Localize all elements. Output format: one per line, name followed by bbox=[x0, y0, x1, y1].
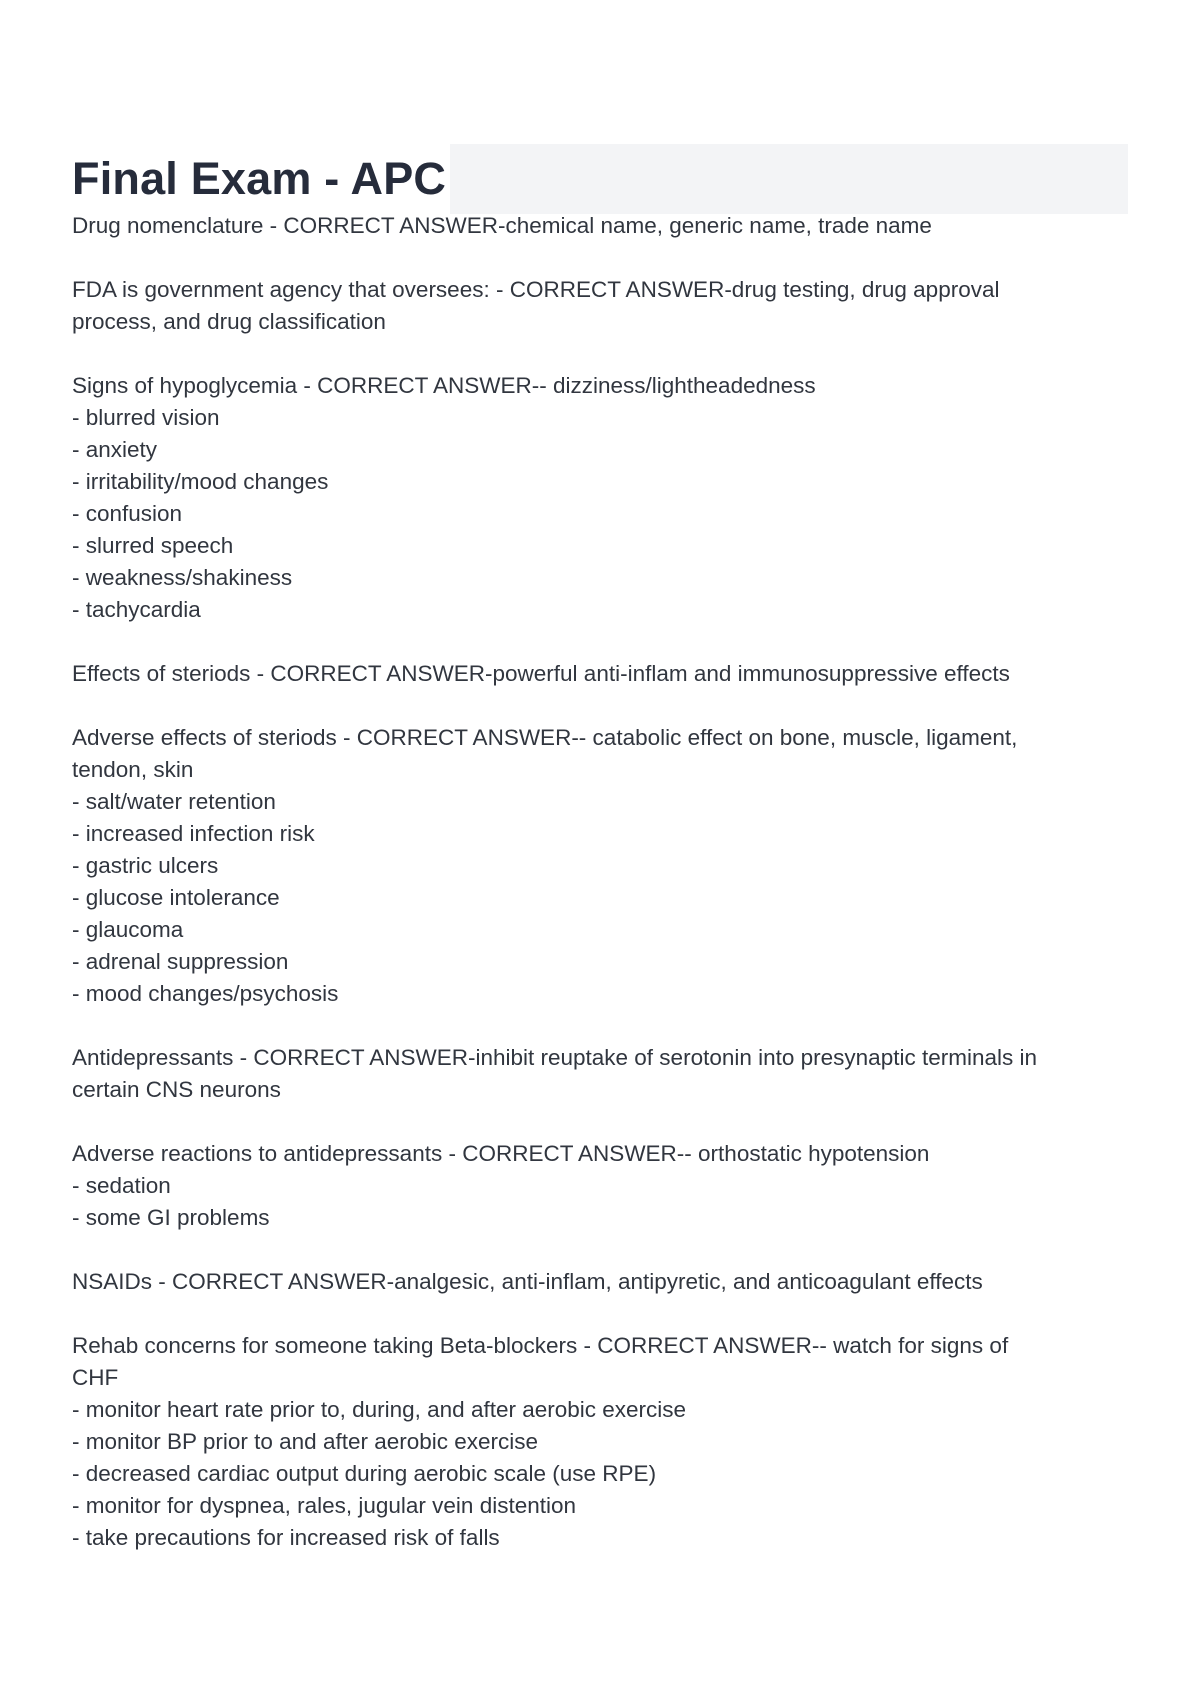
qa-list-line: - mood changes/psychosis bbox=[72, 981, 339, 1006]
qa-list-line: - irritability/mood changes bbox=[72, 469, 329, 494]
qa-entry bbox=[72, 210, 1128, 242]
qa-list-line: - monitor BP prior to and after aerobic exercise bbox=[72, 1429, 539, 1454]
qa-entry bbox=[72, 722, 1128, 1010]
qa-list-line: - increased infection risk bbox=[72, 821, 315, 846]
qa-entry bbox=[72, 658, 1128, 690]
qa-text-line: certain CNS neurons bbox=[72, 1077, 281, 1102]
qa-text-line: Adverse effects of steriods - CORRECT ANSWER-- catabolic effect on bone, muscle, ligament, bbox=[72, 725, 1018, 750]
qa-list-line: - take precautions for increased risk of falls bbox=[72, 1525, 500, 1550]
qa-entry bbox=[72, 274, 1128, 338]
qa-list-line: - monitor heart rate prior to, during, and after aerobic exercise bbox=[72, 1397, 687, 1422]
qa-entry bbox=[72, 1138, 1128, 1234]
qa-list-line: - confusion bbox=[72, 501, 183, 526]
qa-entry bbox=[72, 1042, 1128, 1106]
qa-text-line: Signs of hypoglycemia - CORRECT ANSWER-- dizziness/lightheadedness bbox=[72, 373, 816, 398]
qa-list-line: - tachycardia bbox=[72, 597, 201, 622]
qa-text-line: Adverse reactions to antidepressants - CORRECT ANSWER-- orthostatic hypotension bbox=[72, 1141, 930, 1166]
qa-text-line: FDA is government agency that oversees: - CORRECT ANSWER-drug testing, drug approval bbox=[72, 277, 1000, 302]
qa-text-line: Antidepressants - CORRECT ANSWER-inhibit reuptake of serotonin into presynaptic terminals in bbox=[72, 1045, 1037, 1070]
title-container bbox=[72, 144, 450, 214]
qa-list-line: - monitor for dyspnea, rales, jugular vein distention bbox=[72, 1493, 577, 1518]
qa-list-line: - glaucoma bbox=[72, 917, 184, 942]
qa-list-line: - anxiety bbox=[72, 437, 158, 462]
qa-list-line: - slurred speech bbox=[72, 533, 234, 558]
qa-list-line: - weakness/shakiness bbox=[72, 565, 293, 590]
document-title: Final Exam - APC bbox=[72, 144, 450, 214]
qa-entry bbox=[72, 370, 1128, 626]
qa-text-line: Rehab concerns for someone taking Beta-blockers - CORRECT ANSWER-- watch for signs of bbox=[72, 1333, 1009, 1358]
qa-text-line: CHF bbox=[72, 1365, 119, 1390]
document-body bbox=[72, 210, 1128, 1554]
qa-list-line: - glucose intolerance bbox=[72, 885, 280, 910]
qa-list-line: - salt/water retention bbox=[72, 789, 276, 814]
qa-list-line: - blurred vision bbox=[72, 405, 220, 430]
qa-list-line: - sedation bbox=[72, 1173, 171, 1198]
qa-list-line: - adrenal suppression bbox=[72, 949, 289, 974]
qa-text-line: Drug nomenclature - CORRECT ANSWER-chemical name, generic name, trade name bbox=[72, 213, 932, 238]
qa-text-line: tendon, skin bbox=[72, 757, 194, 782]
qa-entry bbox=[72, 1330, 1128, 1554]
qa-text-line: NSAIDs - CORRECT ANSWER-analgesic, anti-inflam, antipyretic, and anticoagulant effects bbox=[72, 1269, 983, 1294]
qa-list-line: - gastric ulcers bbox=[72, 853, 219, 878]
qa-text-line: Effects of steriods - CORRECT ANSWER-powerful anti-inflam and immunosuppressive effects bbox=[72, 661, 1010, 686]
qa-text-line: process, and drug classification bbox=[72, 309, 386, 334]
qa-entry bbox=[72, 1266, 1128, 1298]
qa-list-line: - decreased cardiac output during aerobic scale (use RPE) bbox=[72, 1461, 657, 1486]
qa-list-line: - some GI problems bbox=[72, 1205, 270, 1230]
